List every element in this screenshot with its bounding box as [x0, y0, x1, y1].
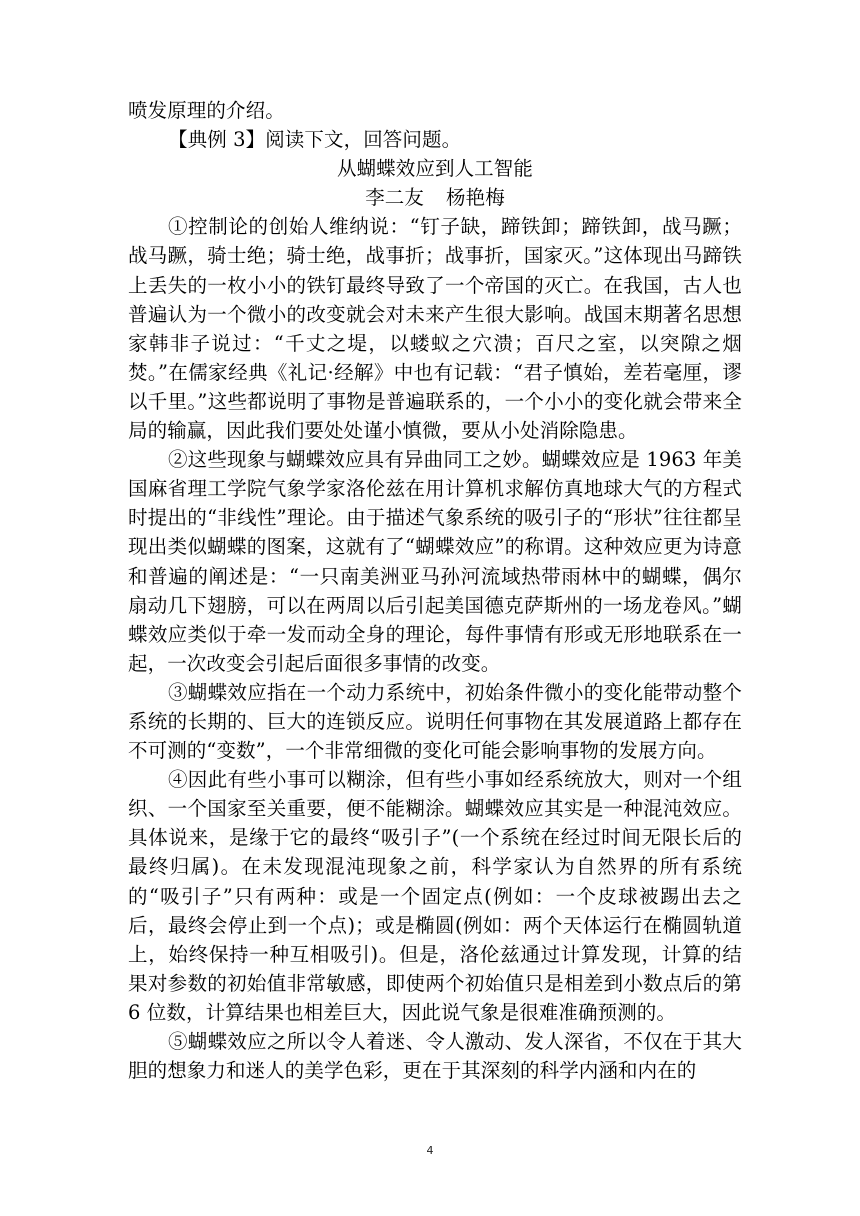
- paragraph-1: ①控制论的创始人维纳说：“钉子缺，蹄铁卸；蹄铁卸，战马蹶；战马蹶，骑士绝；骑士绝，战事折；战事折，国家灭。”这体现出马蹄铁上丢失的一枚小小的铁钉最终导致了一个帝国的灭亡。在我国，古人也普遍认为一个微小的改变就会对未来产生很大影响。战国末期著名思想家韩非子说过：“千丈之堤，以蝼蚁之穴溃；百尺之室，以突隙之烟焚。”在儒家经典《礼记·经解》中也有记载：“君子慎始，差若毫厘，谬以千里。”这些都说明了事物是普遍联系的，一个小小的变化就会带来全局的输赢，因此我们要处处谨小慎微，要从小处消除隐患。: [128, 215, 742, 443]
- example-heading: 【典例 3】阅读下文，回答问题。: [168, 128, 462, 152]
- document-body: [128, 96, 742, 1085]
- continuation-text: 喷发原理的介绍。: [128, 99, 285, 122]
- article-title: 从蝴蝶效应到人工智能: [336, 157, 533, 181]
- paragraph-2: ②这些现象与蝴蝶效应具有异曲同工之妙。蝴蝶效应是 1963 年美国麻省理工学院气象学家洛伦兹在用计算机求解仿真地球大气的方程式时提出的“非线性”理论。由于描述气象系统的吸引子的“形状”往往都呈现出类似蝴蝶的图案，这就有了“蝴蝶效应”的称谓。这种效应更为诗意和普遍的阐述是：“一只南美洲亚马孙河流域热带雨林中的蝴蝶，偶尔扇动几下翅膀，可以在两周以后引起美国德克萨斯州的一场龙卷风。”蝴蝶效应类似于牵一发而动全身的理论，每件事情有形或无形地联系在一起，一次改变会引起后面很多事情的改变。: [128, 448, 742, 675]
- author-name: 杨艳梅: [446, 186, 505, 210]
- page-number: 4: [426, 1144, 434, 1157]
- paragraph-3: ③蝴蝶效应指在一个动力系统中，初始条件微小的变化能带动整个系统的长期的、巨大的连锁反应。说明任何事物在其发展道路上都存在不可测的“变数”，一个非常细微的变化可能会影响事物的发展方向。: [128, 680, 742, 763]
- author-name: 李二友: [365, 186, 424, 210]
- paragraph-4: ④因此有些小事可以糊涂，但有些小事如经系统放大，则对一个组织、一个国家至关重要，便不能糊涂。蝴蝶效应其实是一种混沌效应。具体说来，是缘于它的最终“吸引子”(一个系统在经过时间无限长后的最终归属)。在未发现混沌现象之前，科学家认为自然界的所有系统的“吸引子”只有两种：或是一个固定点(例如：一个皮球被踢出去之后，最终会停止到一个点)；或是椭圆(例如：两个天体运行在椭圆轨道上，始终保持一种互相吸引)。但是，洛伦兹通过计算发现，计算的结果对参数的初始值非常敏感，即使两个初始值只是相差到小数点后的第 6 位数，计算结果也相差巨大，因此说气象是很难准确预测的。: [128, 768, 742, 1024]
- paragraph-5: ⑤蝴蝶效应之所以令人着迷、令人激动、发人深省，不仅在于其大胆的想象力和迷人的美学色彩，更在于其深刻的科学内涵和内在的: [128, 1030, 742, 1083]
- article-authors: [128, 183, 742, 212]
